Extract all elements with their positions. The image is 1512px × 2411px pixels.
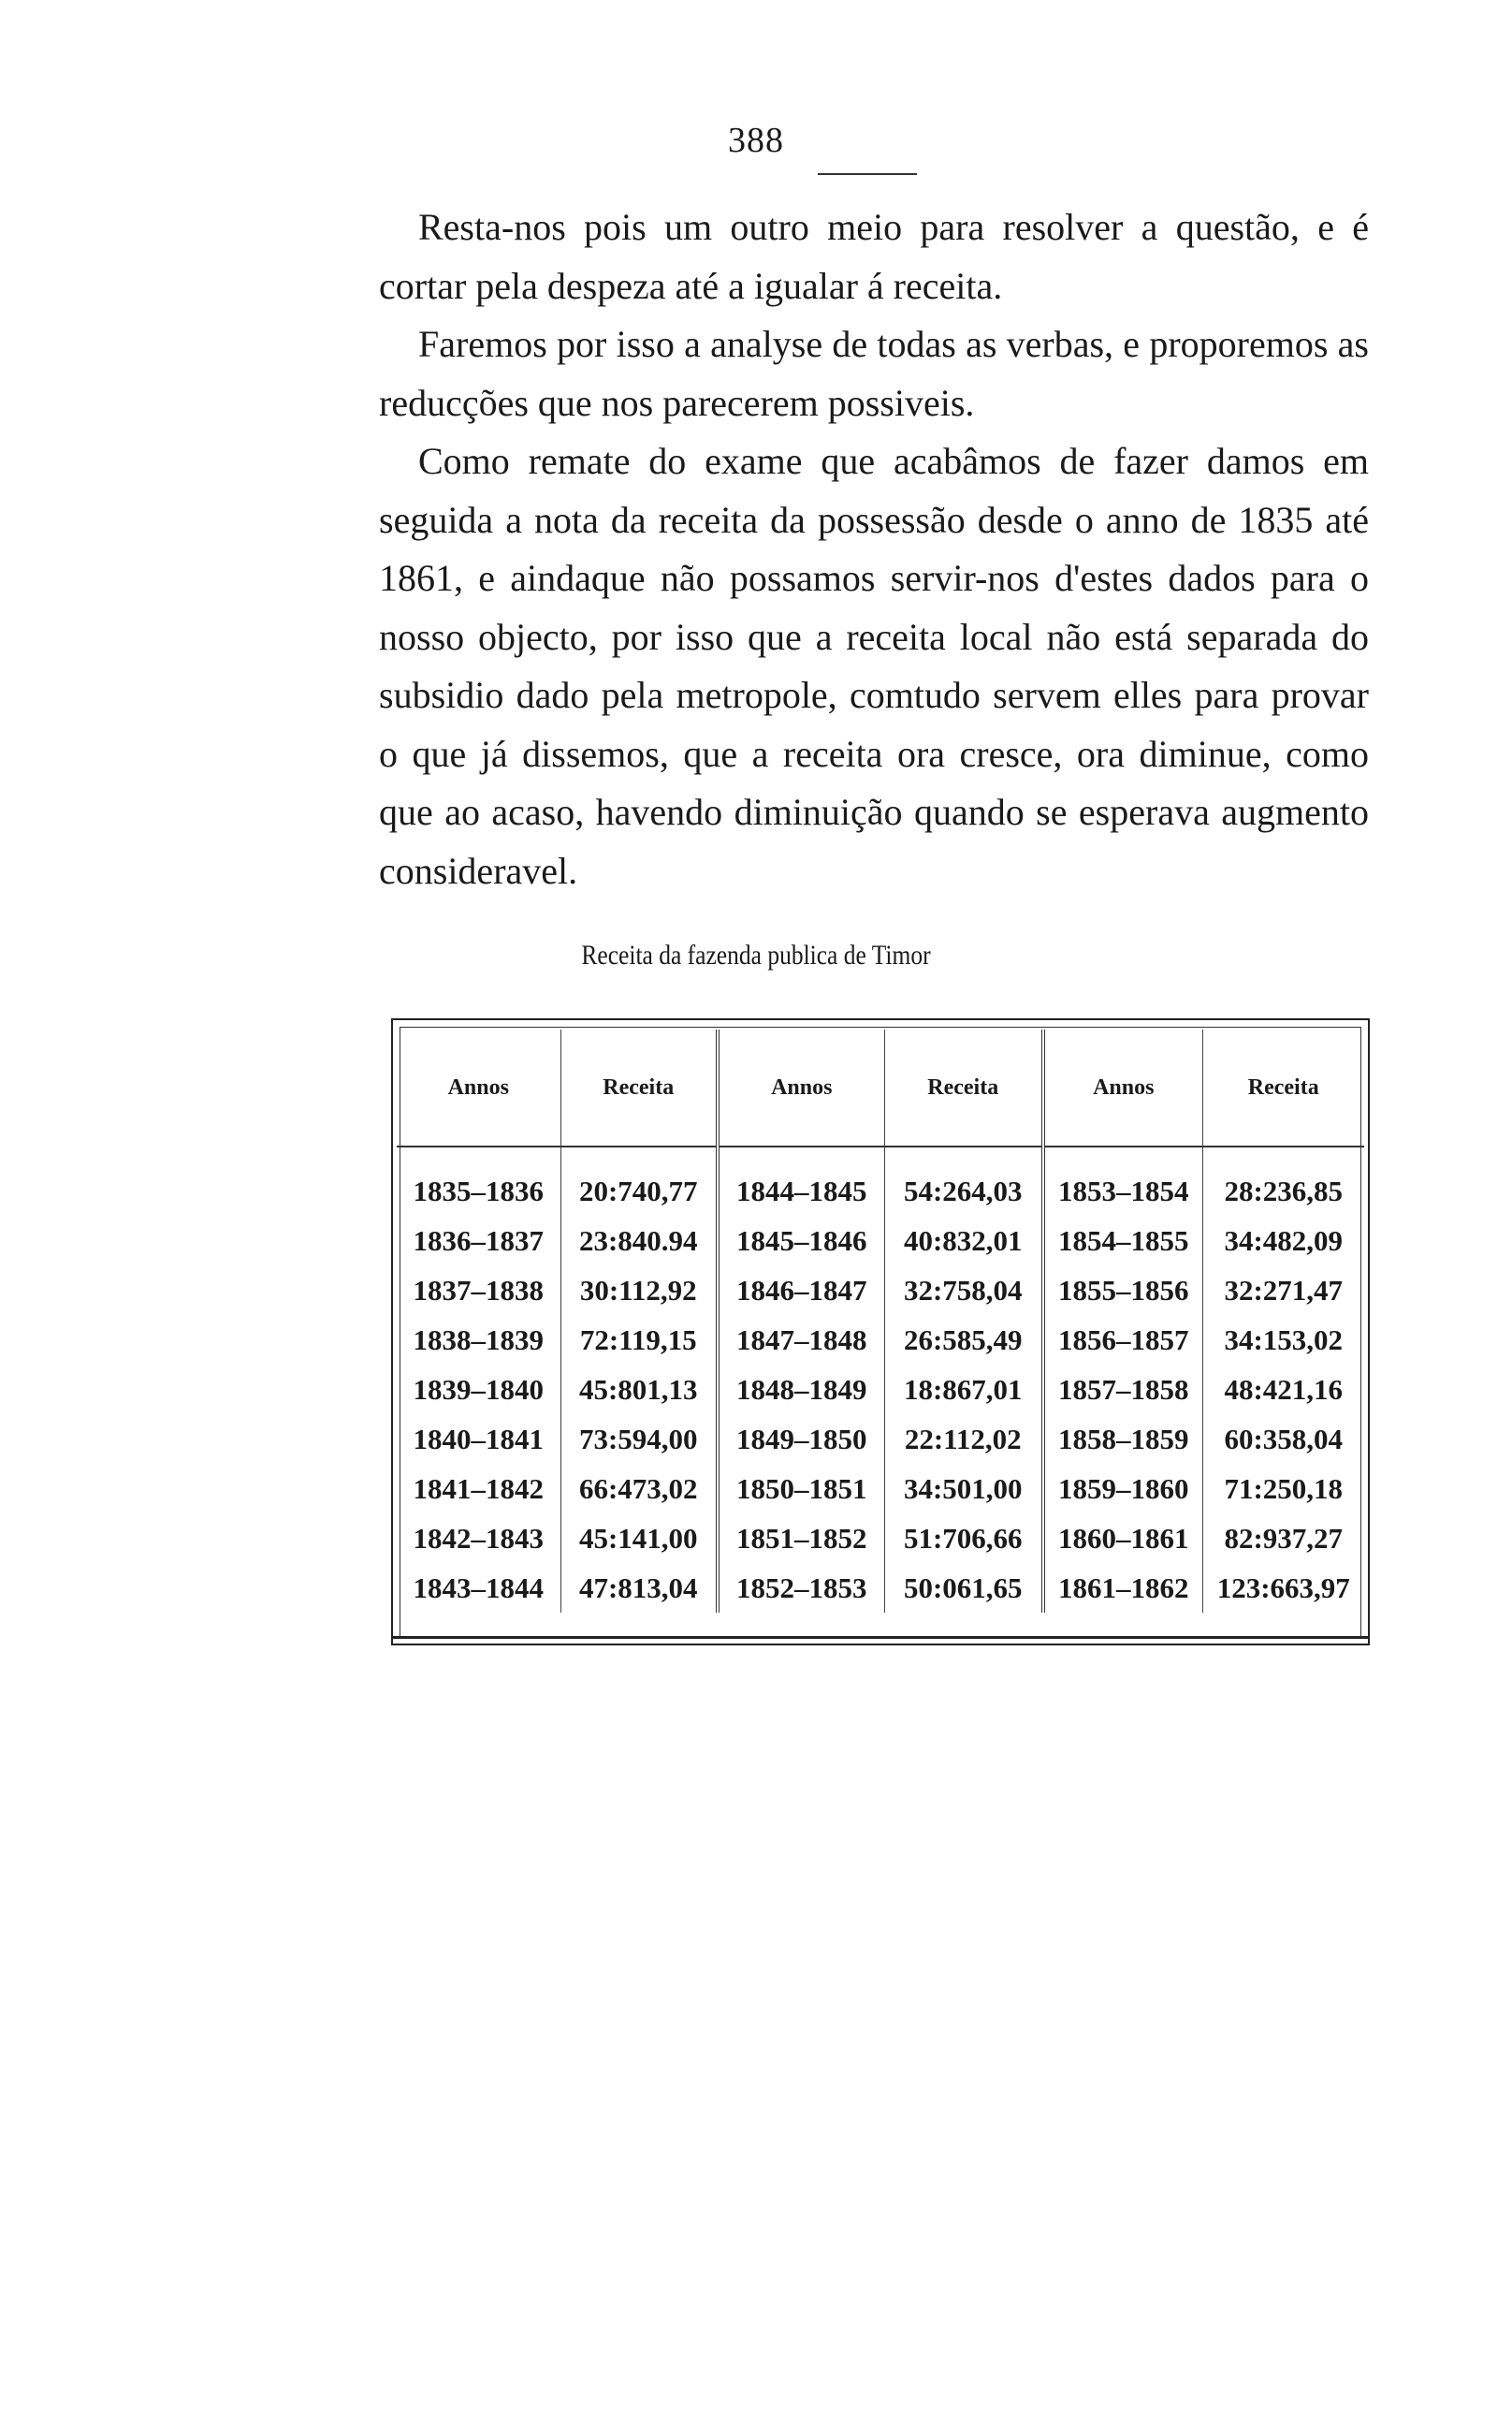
header-receita-3: Receita	[1202, 1030, 1364, 1147]
spacer-cell	[884, 1147, 1043, 1166]
table-cell: 1856–1857	[1043, 1315, 1202, 1365]
table-cell: 72:119,15	[560, 1315, 718, 1365]
header-receita-1: Receita	[560, 1030, 718, 1147]
table-cell: 1835–1836	[413, 1174, 544, 1207]
table-row	[397, 1216, 1364, 1265]
table-cell: 1837–1838	[413, 1273, 544, 1307]
table-cell: 1844–1845	[718, 1166, 884, 1216]
table-cell: 1838–1839	[413, 1322, 544, 1356]
table-cell: 1850–1851	[718, 1464, 884, 1513]
table-row	[397, 1365, 1364, 1414]
revenue-table	[397, 1030, 1364, 1613]
table-cell: 47:813,04	[560, 1563, 718, 1613]
table-cell: 26:585,49	[884, 1315, 1043, 1365]
table-cell: 1855–1856	[1043, 1265, 1202, 1315]
table-cell: 1836–1837	[413, 1223, 544, 1257]
table-bottom-rule	[391, 1636, 1370, 1639]
table-cell: 34:482,09	[1202, 1216, 1364, 1265]
spacer-cell	[560, 1147, 718, 1166]
table-cell: 34:501,00	[884, 1464, 1043, 1513]
table-cell: 1839–1840	[413, 1372, 544, 1406]
table-cell: 82:937,27	[1202, 1513, 1364, 1563]
table-cell: 71:250,18	[1202, 1464, 1364, 1513]
spacer-cell	[718, 1147, 884, 1166]
table-cell: 1846–1847	[718, 1265, 884, 1315]
table-cell: 1847–1848	[718, 1315, 884, 1365]
table-cell: 23:840.94	[560, 1216, 718, 1265]
header-annos-2: Annos	[718, 1030, 884, 1147]
table-row	[397, 1414, 1364, 1464]
table-row	[397, 1563, 1364, 1613]
table-cell: 1859–1860	[1043, 1464, 1202, 1513]
page-number-rule	[818, 173, 917, 175]
table-cell: 22:112,02	[884, 1414, 1043, 1464]
table-row	[397, 1265, 1364, 1315]
table-cell: 1853–1854	[1043, 1166, 1202, 1216]
table-cell: 1845–1846	[718, 1216, 884, 1265]
table-cell: 1851–1852	[718, 1513, 884, 1563]
table-cell: 32:271,47	[1202, 1265, 1364, 1315]
table-cell: 66:473,02	[560, 1464, 718, 1513]
table-cell: 45:141,00	[560, 1513, 718, 1563]
table-cell: 1854–1855	[1043, 1216, 1202, 1265]
table-cell: 1858–1859	[1043, 1414, 1202, 1464]
header-receita-2: Receita	[884, 1030, 1043, 1147]
table-cell: 1857–1858	[1043, 1365, 1202, 1414]
table-cell: 1848–1849	[718, 1365, 884, 1414]
table-cell: 123:663,97	[1202, 1563, 1364, 1613]
table-cell: 20:740,77	[560, 1166, 718, 1216]
table-cell: 73:594,00	[560, 1414, 718, 1464]
table-cell: 60:358,04	[1202, 1414, 1364, 1464]
table-cell: 50:061,65	[884, 1563, 1043, 1613]
table-row	[397, 1464, 1364, 1513]
table-cell: 54:264,03	[884, 1166, 1043, 1216]
table-cell: 34:153,02	[1202, 1315, 1364, 1365]
paragraph-3: Como remate do exame que acabâmos de fazer damos em seguida a nota da receita da possessão desde o anno de 1835 até 1861, e aindaque não possamos servir-nos d'estes dados para o nosso objecto, por isso que a receita local não está separada do subsidio dado pela metropole, comtudo servem elles para provar o que já dissemos, que a receita ora cresce, ora diminue, como que ao acaso, havendo diminuição quando se esperava augmento consideravel.	[379, 440, 1369, 892]
table-row	[397, 1513, 1364, 1563]
table-spacer-row	[397, 1147, 1364, 1166]
table-cell: 1840–1841	[413, 1422, 544, 1455]
table-cell: 1842–1843	[413, 1521, 544, 1555]
table-cell: 48:421,16	[1202, 1365, 1364, 1414]
table-cell: 1852–1853	[718, 1563, 884, 1613]
page-number: 388	[728, 121, 784, 160]
table-cell: 32:758,04	[884, 1265, 1043, 1315]
table-title: Receita da fazenda publica de Timor	[581, 940, 931, 971]
header-annos-1: Annos	[397, 1030, 560, 1147]
table-cell: 1860–1861	[1043, 1513, 1202, 1563]
table-cell: 18:867,01	[884, 1365, 1043, 1414]
table-cell: 45:801,13	[560, 1365, 718, 1414]
table-cell: 30:112,92	[560, 1265, 718, 1315]
table-row	[397, 1166, 1364, 1216]
table-row	[397, 1315, 1364, 1365]
paragraph-2: Faremos por isso a analyse de todas as verbas, e proporemos as reducções que nos parecerem possiveis.	[379, 323, 1369, 424]
spacer-cell	[1043, 1147, 1202, 1166]
table-cell: 1843–1844	[413, 1571, 544, 1604]
table-header-row	[397, 1030, 1364, 1147]
body-text	[379, 198, 1369, 900]
table-cell: 1841–1842	[413, 1471, 544, 1505]
table-cell: 28:236,85	[1202, 1166, 1364, 1216]
header-annos-3: Annos	[1043, 1030, 1202, 1147]
paragraph-1: Resta-nos pois um outro meio para resolver a questão, e é cortar pela despeza até a igualar á receita.	[379, 206, 1369, 307]
table-cell: 51:706,66	[884, 1513, 1043, 1563]
spacer-cell	[1202, 1147, 1364, 1166]
table-cell: 1861–1862	[1043, 1563, 1202, 1613]
table-cell: 40:832,01	[884, 1216, 1043, 1265]
table-cell: 1849–1850	[718, 1414, 884, 1464]
spacer-cell	[397, 1147, 560, 1166]
